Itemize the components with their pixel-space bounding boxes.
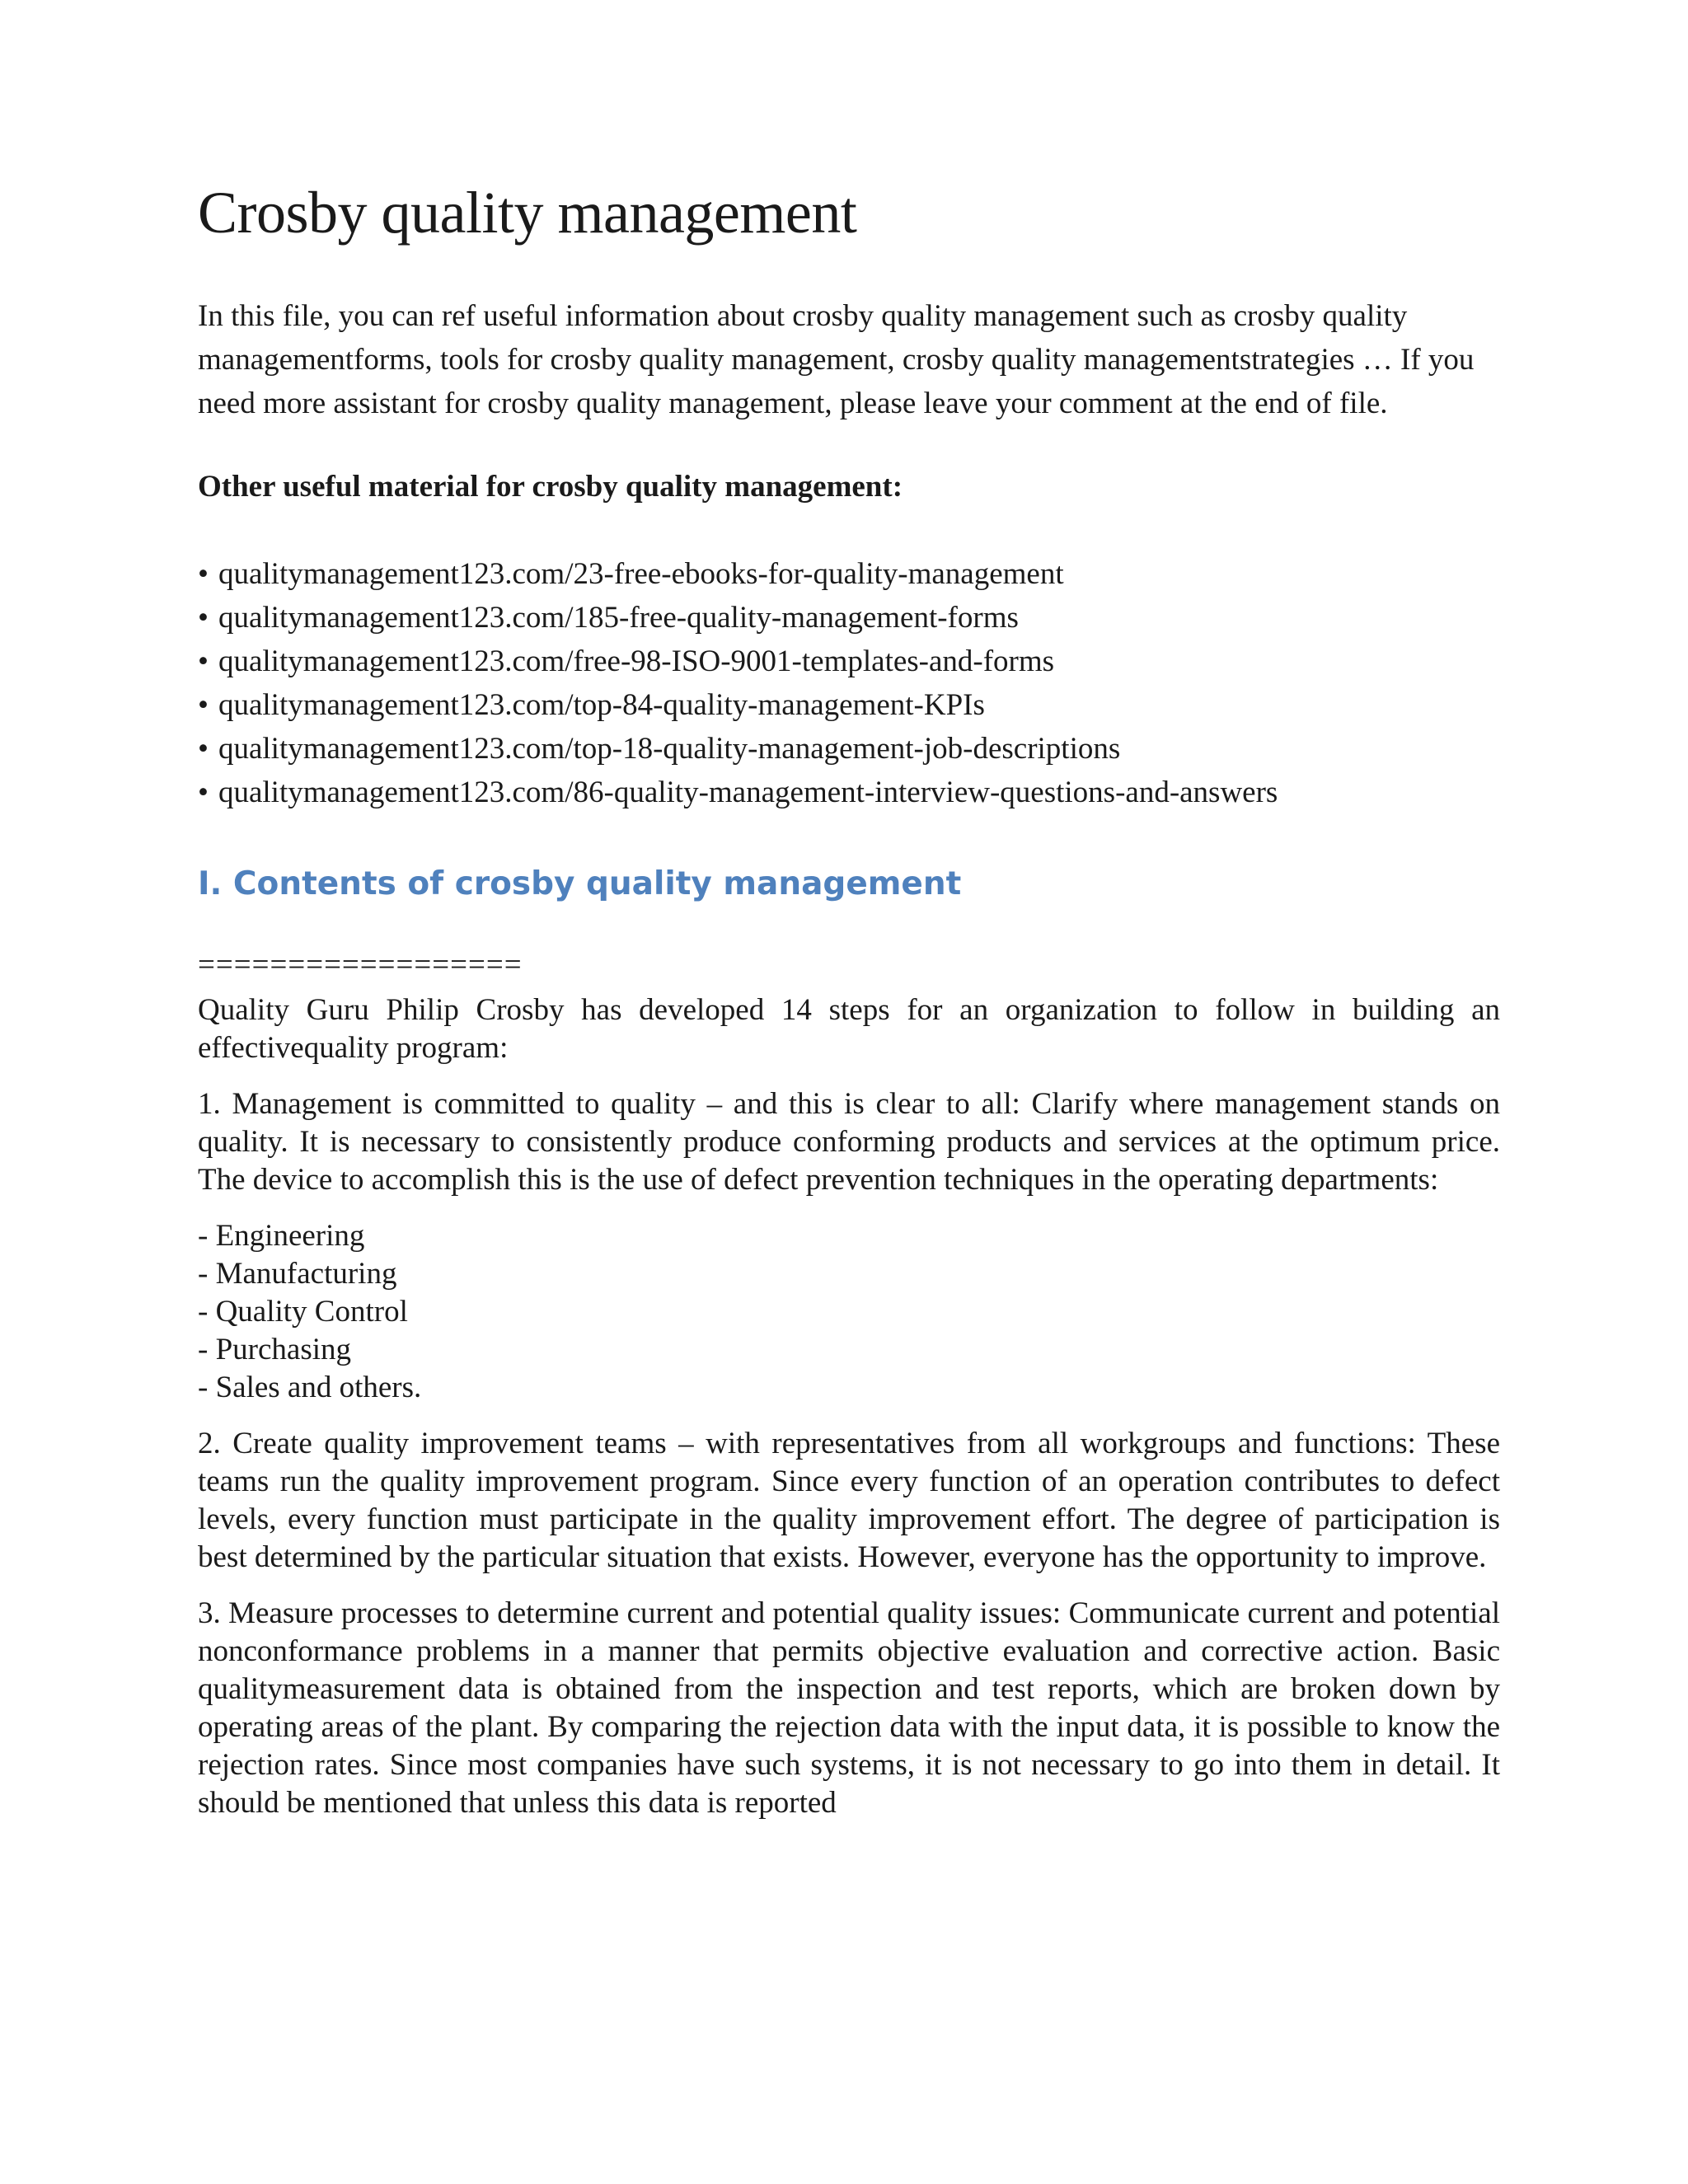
list-item: - Quality Control <box>198 1293 1500 1331</box>
useful-material-heading: Other useful material for crosby quality management: <box>198 470 903 504</box>
link-text[interactable]: qualitymanagement123.com/top-84-quality-management-KPIs <box>218 688 985 723</box>
list-item[interactable] <box>198 640 1500 683</box>
list-item: - Purchasing <box>198 1331 1500 1369</box>
link-text[interactable]: qualitymanagement123.com/free-98-ISO-9001-templates-and-forms <box>218 644 1055 679</box>
link-text[interactable]: qualitymanagement123.com/86-quality-management-interview-questions-and-answers <box>218 776 1278 810</box>
step-1-paragraph: 1. Management is committed to quality – and this is clear to all: Clarify where management stands on quality. It is necessary to consistently produce conforming products and services at the optimum price. The device to accomplish this is the use of defect prevention techniques in the operating departments: <box>198 1087 1500 1197</box>
list-item: - Sales and others. <box>198 1369 1500 1407</box>
document-page <box>198 177 1500 1840</box>
link-text[interactable]: qualitymanagement123.com/23-free-ebooks-for-quality-management <box>218 557 1064 592</box>
separator-line: ================== <box>198 949 523 982</box>
section-heading: I. Contents of crosby quality management <box>198 865 962 903</box>
list-item[interactable] <box>198 771 1500 814</box>
crosby-intro-paragraph: Quality Guru Philip Crosby has developed 14 steps for an organization to follow in building an effectivequality program: <box>198 993 1500 1066</box>
intro-paragraph: In this file, you can ref useful information about crosby quality management such as crosby quality managementforms, tools for crosby quality management, crosby quality managementstrategies … If you need more assistant for crosby quality management, please leave your comment at the end of file. <box>198 299 1475 421</box>
step-2-paragraph: 2. Create quality improvement teams – with representatives from all workgroups and functions: These teams run the quality improvement program. Since every function of an operation contributes to defect levels, every function must participate in the quality improvement effort. The degree of participation is best determined by the particular situation that exists. However, everyone has the opportunity to improve. <box>198 1427 1500 1575</box>
list-item[interactable] <box>198 552 1500 596</box>
document-title: Crosby quality management <box>198 180 857 246</box>
list-item: - Engineering <box>198 1217 1500 1255</box>
departments-list <box>198 1217 1500 1407</box>
useful-links-list <box>198 552 1500 814</box>
step-3-paragraph: 3. Measure processes to determine current and potential quality issues: Communicate current and potential nonconformance problems in a manner that permits objective evaluation and corrective action. Basic qualitymeasurement data is obtained from the inspection and test reports, which are broken down by operating areas of the plant. By comparing the rejection data with the input data, it is possible to know the rejection rates. Since most companies have such systems, it is not necessary to go into them in detail. It should be mentioned that unless this data is reported <box>198 1596 1500 1821</box>
link-text[interactable]: qualitymanagement123.com/185-free-quality-management-forms <box>218 601 1019 635</box>
link-text[interactable]: qualitymanagement123.com/top-18-quality-management-job-descriptions <box>218 732 1121 766</box>
list-item[interactable] <box>198 727 1500 771</box>
list-item[interactable] <box>198 683 1500 727</box>
list-item[interactable] <box>198 596 1500 640</box>
list-item: - Manufacturing <box>198 1255 1500 1293</box>
